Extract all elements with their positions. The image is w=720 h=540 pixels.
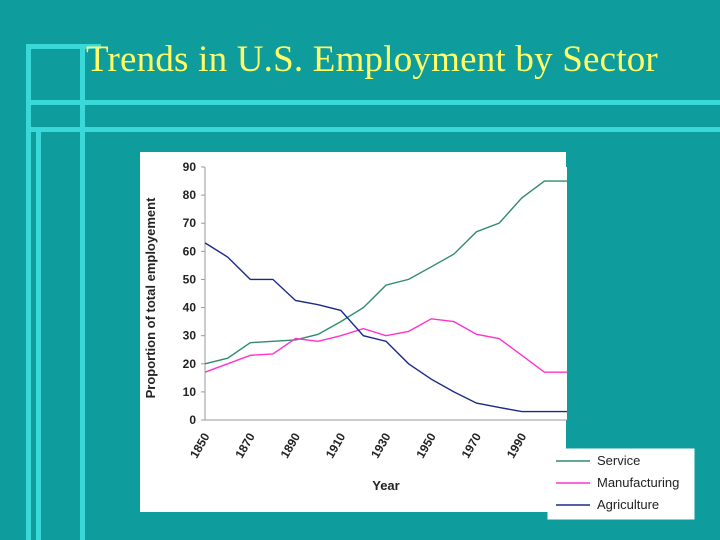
y-tick-label: 50 (182, 272, 196, 287)
x-tick-label: 1890 (277, 430, 304, 461)
x-tick-label: 1930 (368, 430, 394, 461)
legend-label-manufacturing: Manufacturing (597, 475, 680, 490)
y-tick-label: 20 (182, 356, 196, 371)
y-tick-label: 0 (189, 413, 196, 427)
x-tick-label: 1950 (413, 430, 439, 461)
plot-area (205, 167, 567, 420)
x-tick-label: 1870 (232, 430, 258, 461)
y-tick-label: 80 (182, 188, 196, 203)
legend-label-service: Service (597, 453, 641, 468)
legend (548, 449, 694, 519)
slide-title: Trends in U.S. Employment by Sector (86, 39, 658, 80)
x-tick-label: 1970 (458, 430, 485, 461)
x-axis-title: Year (372, 478, 400, 493)
y-tick-label: 40 (182, 300, 196, 315)
y-axis-title: Proportion of total employement (143, 197, 158, 399)
x-tick-label: 1910 (322, 430, 349, 461)
y-tick-label: 90 (182, 160, 196, 174)
legend-label-agriculture: Agriculture (597, 497, 660, 512)
x-tick-label: 1990 (503, 430, 530, 461)
y-tick-label: 10 (182, 384, 196, 399)
x-tick-label: 1850 (187, 430, 213, 461)
y-tick-label: 60 (182, 244, 196, 259)
y-tick-label: 70 (182, 216, 196, 231)
y-tick-label: 30 (182, 328, 196, 343)
